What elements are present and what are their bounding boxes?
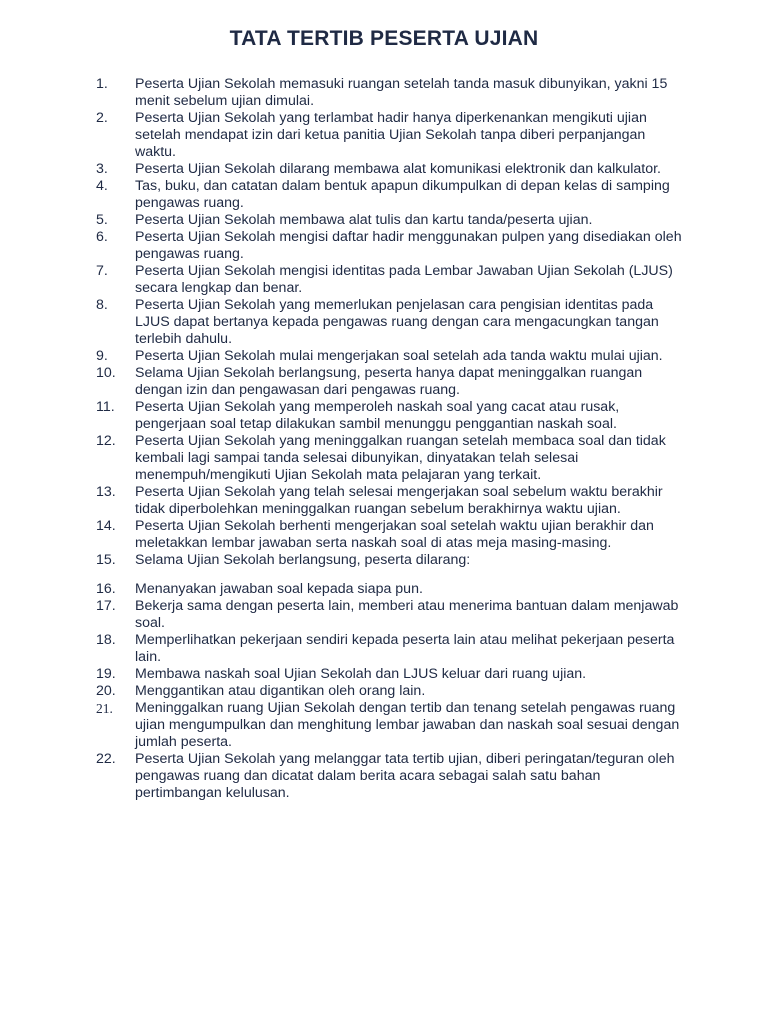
list-item-number: 14. — [96, 518, 116, 534]
list-item — [0, 632, 768, 666]
list-item-text: Peserta Ujian Sekolah memasuki ruangan setelah tanda masuk dibunyikan, yakni 15 menit sebelum ujian dimulai. — [135, 76, 668, 109]
list-item-text: Peserta Ujian Sekolah yang telah selesai mengerjakan soal sebelum waktu berakhir tidak diperbolehkan meninggalkan ruangan sebelum berakhirnya waktu ujian. — [135, 484, 663, 517]
list-item-number: 11. — [96, 399, 115, 415]
list-item-number: 7. — [96, 263, 108, 279]
list-item — [0, 700, 768, 751]
list-item-text: Memperlihatkan pekerjaan sendiri kepada peserta lain atau melihat pekerjaan peserta lain. — [135, 632, 675, 665]
list-item-number: 13. — [96, 484, 116, 500]
list-item — [0, 666, 768, 683]
list-item-number: 15. — [96, 552, 116, 568]
list-item-text: Peserta Ujian Sekolah mengisi identitas pada Lembar Jawaban Ujian Sekolah (LJUS) secara lengkap dan benar. — [135, 263, 673, 296]
list-item-number: 20. — [96, 683, 116, 699]
list-item — [0, 110, 768, 161]
list-item-number: 4. — [96, 178, 108, 194]
list-item — [0, 598, 768, 632]
list-item-text: Bekerja sama dengan peserta lain, memberi atau menerima bantuan dalam menjawab soal. — [135, 598, 679, 631]
list-item — [0, 212, 768, 229]
list-item — [0, 399, 768, 433]
list-item-text: Peserta Ujian Sekolah yang terlambat hadir hanya diperkenankan mengikuti ujian setelah mendapat izin dari ketua panitia Ujian Sekolah tanpa diberi perpanjangan waktu. — [135, 110, 647, 160]
list-item-text: Peserta Ujian Sekolah membawa alat tulis dan kartu tanda/peserta ujian. — [135, 212, 593, 228]
list-item-number: 12. — [96, 433, 116, 449]
list-item-number: 6. — [96, 229, 108, 245]
list-item-text: Peserta Ujian Sekolah berhenti mengerjakan soal setelah waktu ujian berakhir dan meletakkan lembar jawaban serta naskah soal di atas meja masing-masing. — [135, 518, 654, 551]
list-item-text: Selama Ujian Sekolah berlangsung, peserta dilarang: — [135, 552, 471, 568]
list-item — [0, 751, 768, 802]
list-item-text: Peserta Ujian Sekolah yang melanggar tata tertib ujian, diberi peringatan/teguran oleh pengawas ruang dan dicatat dalam berita acara sebagai salah satu bahan pertimbangan kelulusan. — [135, 751, 675, 801]
list-item-number: 16. — [96, 581, 116, 597]
list-item — [0, 229, 768, 263]
list-item-text: Tas, buku, dan catatan dalam bentuk apapun dikumpulkan di depan kelas di samping pengawas ruang. — [135, 178, 670, 211]
list-item — [0, 161, 768, 178]
list-item-text: Meninggalkan ruang Ujian Sekolah dengan tertib dan tenang setelah pengawas ruang ujian mengumpulkan dan menghitung lembar jawaban dan naskah soal sesuai dengan jumlah peserta. — [135, 700, 680, 750]
list-item-number: 9. — [96, 348, 108, 364]
list-item-text: Peserta Ujian Sekolah mengisi daftar hadir menggunakan pulpen yang disediakan oleh pengawas ruang. — [135, 229, 682, 262]
list-item-text: Peserta Ujian Sekolah mulai mengerjakan soal setelah ada tanda waktu mulai ujian. — [135, 348, 663, 364]
list-item-number: 21. — [96, 701, 113, 716]
list-item — [0, 581, 768, 598]
list-item — [0, 263, 768, 297]
list-item-number: 2. — [96, 110, 108, 126]
list-item-text: Menanyakan jawaban soal kepada siapa pun. — [135, 581, 423, 597]
list-item-text: Peserta Ujian Sekolah yang memperoleh naskah soal yang cacat atau rusak, pengerjaan soal tetap dilakukan sambil menunggu penggantian naskah soal. — [135, 399, 620, 432]
list-item-text: Peserta Ujian Sekolah yang meninggalkan ruangan setelah membaca soal dan tidak kembali lagi sampai tanda selesai dibunyikan, dinyatakan telah selesai menempuh/mengikuti Ujian Sekolah mata pelajaran yang terkait. — [135, 433, 666, 483]
list-item-text: Peserta Ujian Sekolah dilarang membawa alat komunikasi elektronik dan kalkulator. — [135, 161, 662, 177]
list-item-text: Membawa naskah soal Ujian Sekolah dan LJUS keluar dari ruang ujian. — [135, 666, 587, 682]
rules-list — [0, 76, 768, 802]
list-item-text: Menggantikan atau digantikan oleh orang lain. — [135, 683, 426, 699]
list-item-number: 8. — [96, 297, 108, 313]
list-item — [0, 433, 768, 484]
list-item-text: Selama Ujian Sekolah berlangsung, peserta hanya dapat meninggalkan ruangan dengan izin dan pengawasan dari pengawas ruang. — [135, 365, 643, 398]
list-item-number: 19. — [96, 666, 116, 682]
list-item — [0, 178, 768, 212]
list-item-text: Peserta Ujian Sekolah yang memerlukan penjelasan cara pengisian identitas pada LJUS dapat bertanya kepada pengawas ruang dengan cara mengacungkan tangan terlebih dahulu. — [135, 297, 659, 347]
list-item-number: 17. — [96, 598, 116, 614]
list-item — [0, 365, 768, 399]
list-item-number: 18. — [96, 632, 116, 648]
list-item — [0, 518, 768, 552]
list-item-number: 22. — [96, 751, 116, 767]
list-spacer — [0, 569, 768, 581]
list-item-number: 10. — [96, 365, 116, 381]
list-item-number: 1. — [96, 76, 108, 92]
list-item — [0, 297, 768, 348]
list-item-number: 3. — [96, 161, 108, 177]
list-item — [0, 552, 768, 569]
list-item-number: 5. — [96, 212, 108, 228]
list-item — [0, 348, 768, 365]
list-item — [0, 76, 768, 110]
document-title: TATA TERTIB PESERTA UJIAN — [229, 27, 539, 50]
list-item — [0, 683, 768, 700]
list-item — [0, 484, 768, 518]
